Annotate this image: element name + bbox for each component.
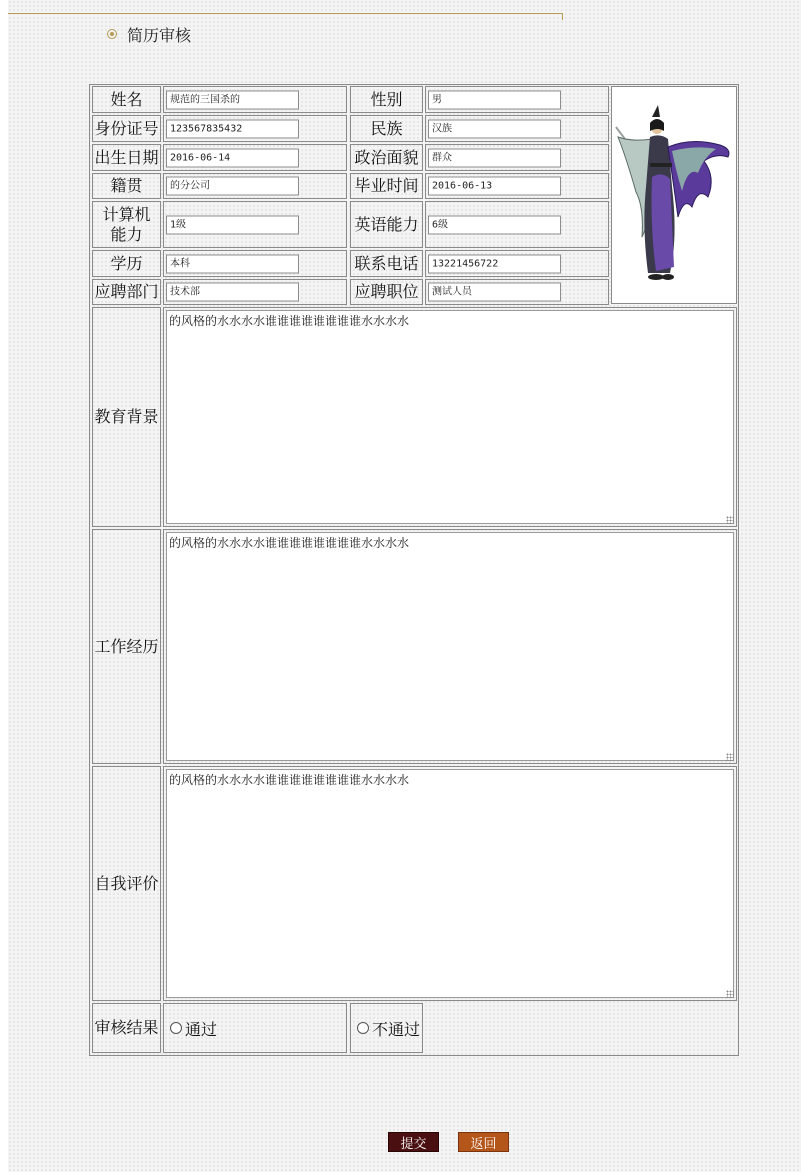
gender-input[interactable]: 男 xyxy=(428,90,561,109)
education-level-cell xyxy=(163,250,347,277)
gear-icon xyxy=(107,29,117,39)
phone-input[interactable]: 13221456722 xyxy=(428,254,561,273)
radio-pass[interactable] xyxy=(170,1022,182,1034)
gender-cell xyxy=(425,86,609,113)
applicant-portrait-image xyxy=(612,87,736,303)
computer-skill-input[interactable]: 1级 xyxy=(166,215,299,234)
label-education-background: 教育背景 xyxy=(92,307,161,527)
education-background-textarea[interactable]: 的风格的水水水水谁谁谁谁谁谁谁谁水水水水 xyxy=(166,310,734,524)
top-divider xyxy=(8,13,563,20)
label-phone: 联系电话 xyxy=(350,250,423,277)
label-self-evaluation: 自我评价 xyxy=(92,766,161,1001)
label-ethnicity: 民族 xyxy=(350,115,423,142)
self-evaluation-cell xyxy=(163,766,737,1001)
resize-grip-icon[interactable] xyxy=(726,753,734,761)
phone-cell xyxy=(425,250,609,277)
birth-date-input[interactable]: 2016-06-14 xyxy=(166,148,299,167)
page-header xyxy=(107,24,191,44)
id-number-cell xyxy=(163,115,347,142)
self-evaluation-textarea[interactable]: 的风格的水水水水谁谁谁谁谁谁谁谁水水水水 xyxy=(166,769,734,998)
ethnicity-input[interactable]: 汉族 xyxy=(428,119,561,138)
radio-fail-option[interactable] xyxy=(350,1003,423,1053)
education-level-input[interactable]: 本科 xyxy=(166,254,299,273)
back-button[interactable]: 返回 xyxy=(458,1132,509,1152)
position-input[interactable]: 测试人员 xyxy=(428,283,561,302)
label-work-experience: 工作经历 xyxy=(92,529,161,764)
graduation-date-cell xyxy=(425,173,609,199)
left-strip xyxy=(0,0,8,1172)
political-status-input[interactable]: 群众 xyxy=(428,148,561,167)
label-position: 应聘职位 xyxy=(350,279,423,305)
label-native-place: 籍贯 xyxy=(92,173,161,199)
political-status-cell xyxy=(425,144,609,171)
label-id-number: 身份证号 xyxy=(92,115,161,142)
label-computer-skill: 计算机能力 xyxy=(92,201,161,248)
graduation-date-input[interactable]: 2016-06-13 xyxy=(428,177,561,196)
english-skill-input[interactable]: 6级 xyxy=(428,215,561,234)
id-number-input[interactable]: 123567835432 xyxy=(166,119,299,138)
work-experience-cell xyxy=(163,529,737,764)
label-review-result: 审核结果 xyxy=(92,1003,161,1053)
native-place-input[interactable]: 的分公司 xyxy=(166,177,299,196)
label-department: 应聘部门 xyxy=(92,279,161,305)
radio-fail[interactable] xyxy=(357,1022,369,1034)
submit-button[interactable]: 提交 xyxy=(388,1132,439,1152)
computer-skill-cell xyxy=(163,201,347,248)
applicant-photo xyxy=(611,86,737,304)
radio-pass-label: 通过 xyxy=(185,1019,218,1039)
name-input[interactable]: 规范的三国杀的 xyxy=(166,90,299,109)
work-experience-textarea[interactable]: 的风格的水水水水谁谁谁谁谁谁谁谁水水水水 xyxy=(166,532,734,761)
resize-grip-icon[interactable] xyxy=(726,990,734,998)
label-english-skill: 英语能力 xyxy=(350,201,423,248)
label-graduation-date: 毕业时间 xyxy=(350,173,423,199)
label-political-status: 政治面貌 xyxy=(350,144,423,171)
label-birth-date: 出生日期 xyxy=(92,144,161,171)
label-name: 姓名 xyxy=(92,86,161,113)
education-background-cell xyxy=(163,307,737,527)
ethnicity-cell xyxy=(425,115,609,142)
name-cell xyxy=(163,86,347,113)
department-cell xyxy=(163,279,347,305)
position-cell xyxy=(425,279,609,305)
radio-pass-option[interactable] xyxy=(163,1003,347,1053)
page-title: 简历审核 xyxy=(127,25,192,45)
birth-date-cell xyxy=(163,144,347,171)
department-input[interactable]: 技术部 xyxy=(166,283,299,302)
label-education-level: 学历 xyxy=(92,250,161,277)
label-gender: 性别 xyxy=(350,86,423,113)
radio-fail-label: 不通过 xyxy=(372,1019,421,1039)
english-skill-cell xyxy=(425,201,609,248)
resize-grip-icon[interactable] xyxy=(726,516,734,524)
native-place-cell xyxy=(163,173,347,199)
